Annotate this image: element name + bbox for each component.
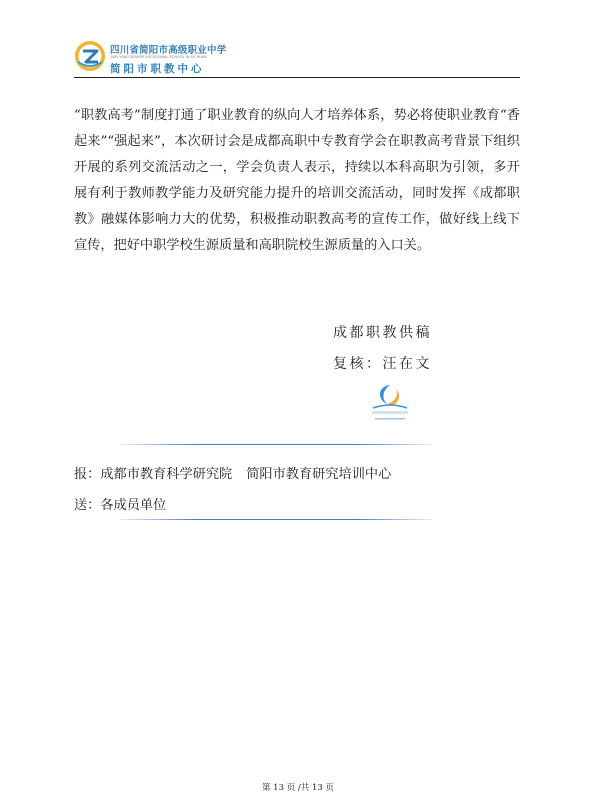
report-label: 报：	[74, 467, 101, 482]
report-to-line	[74, 463, 391, 482]
send-to-line	[74, 494, 166, 513]
document-header	[74, 40, 524, 78]
body-paragraph: “职教高考”制度打通了职业教育的纵向人才培养体系，势必将使职业教育“香起来”“强起来”，本次研讨会是成都高职中专教育学会在职教高考背景下组织开展的系列交流活动之一，学会负责人表示，持续以本科高职为引领，多开展有利于教师教学能力及研究能力提升的培训交流活动，同时发挥《成都职教》融媒体影响力大的优势，积极推动职教高考的宣传工作，做好线上线下宣传，把好中职学校生源质量和高职院校生源质量的入口关。	[74, 108, 520, 253]
article-body	[74, 103, 520, 259]
header-rule	[74, 77, 520, 78]
vocational-center-name: 简阳市职教中心	[110, 63, 205, 75]
source-credit: 成都职教供稿	[333, 325, 432, 341]
send-recipients: 各成员单位	[100, 498, 167, 513]
chengdu-vocational-education-logo-icon	[365, 382, 415, 426]
report-org-1: 成都市教育科学研究院	[100, 467, 233, 482]
report-org-2: 简阳市教育研究培训中心	[246, 467, 392, 482]
school-name: 四川省简阳市高级职业中学	[110, 45, 227, 56]
distribution-divider-top	[120, 444, 432, 445]
school-name-english: JIAN YANG SENIOR VOCATIONAL SCHOOL IN SICHUAN	[110, 55, 208, 59]
page-number: 第 13 页 /共 13 页	[261, 783, 334, 793]
send-label: 送：	[74, 498, 101, 513]
distribution-divider-bottom	[120, 519, 432, 520]
school-logo-icon	[74, 40, 106, 72]
reviewer-credit: 复核：汪在文	[333, 356, 432, 372]
